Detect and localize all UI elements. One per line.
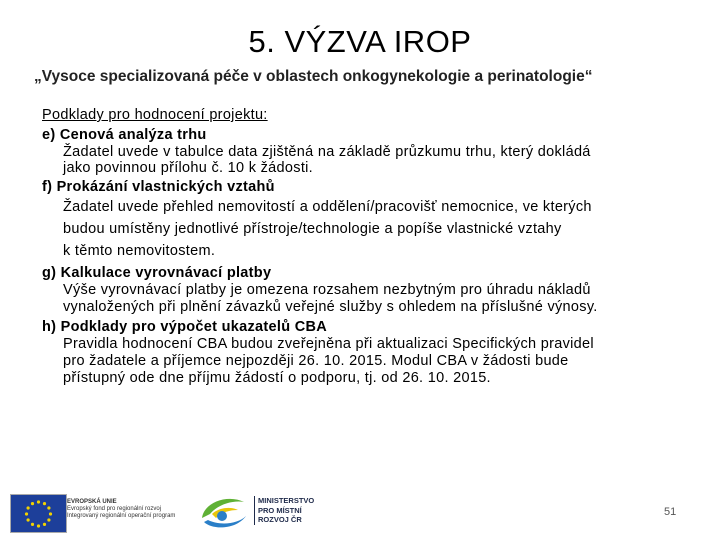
eu-logo-text [67,499,187,520]
section-line: Žadatel uvede přehled nemovitostí a oddělení/pracovišť nemocnice, ve kterých [63,199,592,215]
section-line: Výše vyrovnávací platby je omezena rozsahem nezbytným pro úhradu nákladů [63,282,591,298]
section-title: f) Prokázání vlastnických vztahů [42,179,275,195]
mmr-logo-line: PRO MÍSTNÍ [258,505,302,515]
mmr-logo-text [254,496,348,525]
eu-logo-line: Evropský fond pro regionální rozvoj [67,506,162,512]
section-e [42,126,682,176]
section-title: g) Kalkulace vyrovnávací platby [42,265,272,281]
mmr-logo-line: MINISTERSTVO [258,496,315,505]
section-line: pro žadatele a příjemce nejpozději 26. 10. 2015. Modul CBA v žádosti bude [63,353,569,369]
section-body [42,196,682,262]
section-title: h) Podklady pro výpočet ukazatelů CBA [42,319,328,335]
eu-logo-line: Integrovaný regionální operační program [67,513,176,519]
section-g [42,264,682,316]
page-number: 51 [664,506,677,518]
mmr-logo-icon [198,492,250,532]
slide-title: 5. VÝZVA IROP [248,24,472,59]
section-body [42,282,682,316]
slide-content [42,106,682,387]
section-body [42,144,682,176]
eu-flag-icon [10,494,67,533]
section-title: e) Cenová analýza trhu [42,127,207,143]
section-body [42,336,682,387]
eu-logo-line: EVROPSKÁ UNIE [67,499,117,505]
section-line: Pravidla hodnocení CBA budou zveřejněna při aktualizaci Specifických pravidel [63,336,594,352]
section-h [42,318,682,387]
content-heading: Podklady pro hodnocení projektu: [42,107,268,123]
mmr-logo-line: ROZVOJ ČR [258,515,302,524]
slide-subtitle: „Vysoce specializovaná péče v oblastech onkogynekologie a perinatologie“ [34,68,593,85]
section-line: přístupný ode dne příjmu žádostí o podporu, tj. od 26. 10. 2015. [63,370,491,386]
section-line: k těmto nemovitostem. [63,243,216,259]
section-line: vynaložených při plnění závazků veřejné služby s ohledem na příslušné výnosy. [63,299,598,315]
section-line: Žadatel uvede v tabulce data zjištěná na základě průzkumu trhu, který dokládá [63,144,591,160]
section-line: jako povinnou přílohu č. 10 k žádosti. [63,160,313,176]
section-f [42,178,682,262]
section-line: budou umístěny jednotlivé přístroje/technologie a popíše vlastnické vztahy [63,221,562,237]
